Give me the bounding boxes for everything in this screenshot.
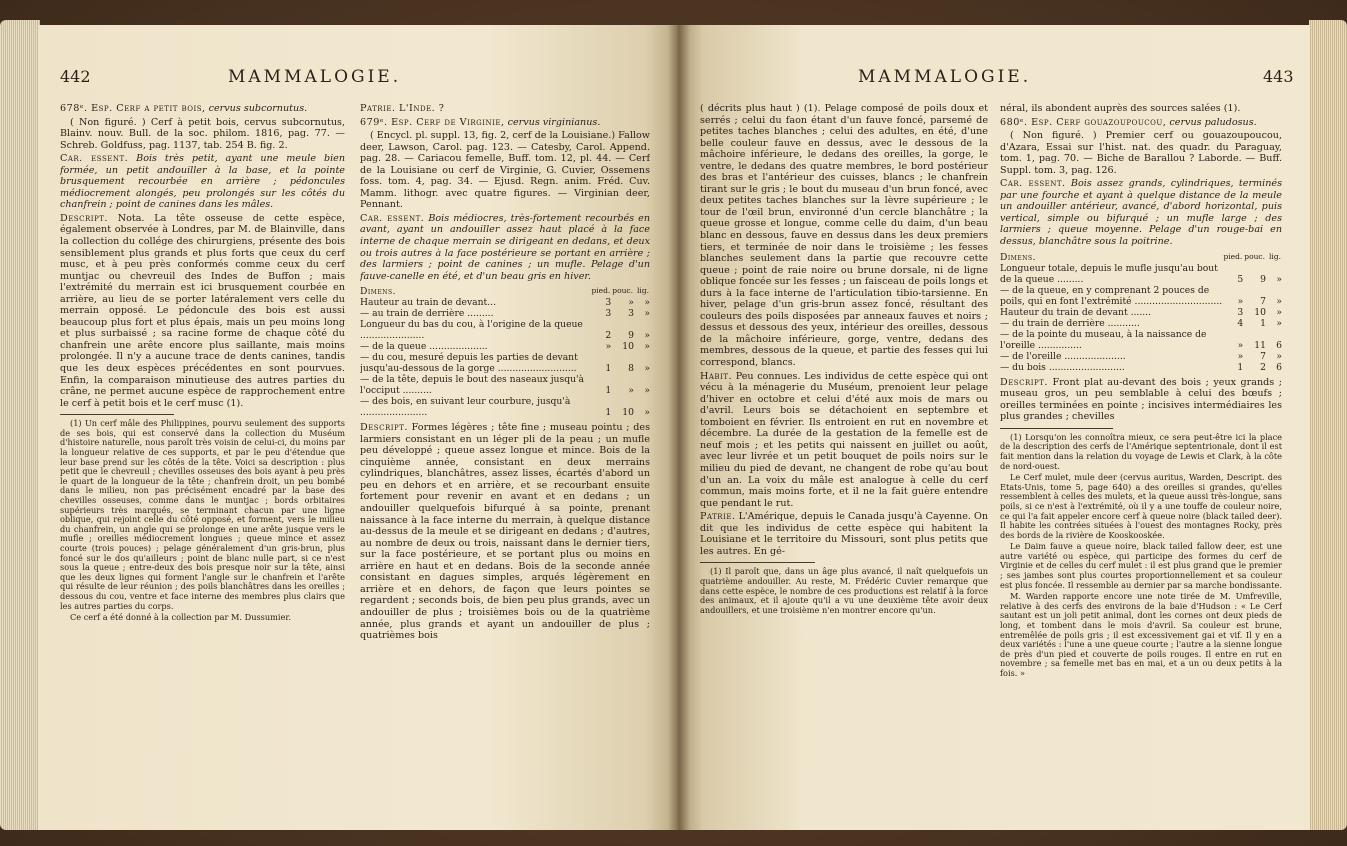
- left-page: [38, 25, 678, 830]
- species-680-synonymy: ( Non figuré. ) Premier cerf ou gouazoupoucou, d'Azara, Essai sur l'hist. nat. des quadr. du Paraguay, tom. 1, pag. 70. — Biche de Barallou ? Laborde. — Buff. Suppl. tom. 3, pag. 126.: [1000, 130, 1282, 176]
- footnote-1-jumping-deer: M. Warden rapporte encore une note tirée de M. Umfreville, relative à des cerfs des environs de la baie d'Hudson : « Le Cerf sautant est un joli petit animal, dont les cornes ont deux pieds de long, et tombent dans le mois d'avril. Sa couleur est brune, entremêlée de poils gris ; il est excessivement gai et vif. Il y en a deux variétés : l'une a une queue courte ; l'autre a la sienne longue de près d'un pied et couverte de poils rouges. Il entre en rut en novembre ; sa femelle met bas en mai, et a un ou deux petits à la fois. »: [1000, 591, 1282, 678]
- book-gutter: [668, 25, 690, 830]
- species-679-heading: 679ᵉ. Esp. Cerf de Virginie, cervus virginianus.: [360, 116, 601, 128]
- dims-row: — du train de derrière ........... 4 1 »: [1000, 317, 1282, 329]
- dims-row: — au train de derrière ......... 3 3 »: [360, 308, 650, 320]
- footnote-1-black-tailed: Le Daim fauve a queue noire, black tailed fallow deer, est une autre variété ou espèce, qui participe des formes du cerf de Virginie et de celles du cerf mulet : il est plus grand que le premier ; ses jambes sont plus courtes proportionnellement et sa couleur est plus foncée. Il ressemble au dernier par sa marche bondissante.: [1000, 541, 1282, 590]
- dims-title: Dimens.: [1000, 251, 1037, 263]
- species-679-description: Descript. Formes légères ; tête fine ; museau pointu ; des larmiers consistant en un léger pli de la peau ; un mufle peu développé ; queue assez longue et mince. Bois de la cinquième année, consistant en deux merrains cylindriques, blanchâtres, assez lisses, écartés d'abord un peu en dehors et en arrière, et se recourbant ensuite fortement pour revenir en avant et en dedans ; un andouiller quelquefois bifurqué à sa pointe, prenant naissance à la face interne du merrain, à quelque distance au-dessus de la meule et se dirigeant en dedans ; d'autres, au nombre de deux ou trois, naissant dans le dernier tiers, sur la face postérieure, et se portant plus ou moins en arrière en haut et en dedans. Bois de la seconde année consistant en dagues simples, arqués légèrement en arrière et en dehors, de façon que leurs pointes se regardent ; seconds bois, de bien peu plus grands, avec un andouiller de plus ; troisièmes bois ou de la quatrième année, plus grands et ayant un andouiller de plus ; quatrièmes bois: [360, 422, 650, 642]
- dims-row: Longueur totale, depuis le mufle jusqu'au bout de la queue ......... 5 9 »: [1000, 262, 1282, 285]
- right-page: [678, 25, 1310, 830]
- dims-row: — du bois .......................... 1 2 6: [1000, 361, 1282, 373]
- right-page-number: 443: [1263, 67, 1294, 86]
- species-679-characters: Car. essent. Bois médiocres, très-fortement recourbés en avant, ayant un andouiller assez haut placé à la face interne de chaque merrain se dirigeant en dedans, et deux ou trois autres à la face postérieure se portant en arrière ; des larmiers ; point de canines ; un mufle. Pelage d'un fauve-canelle en été, et d'un beau gris en hiver.: [360, 212, 650, 282]
- dims-row: Hauteur du train de devant ....... 3 10 »: [1000, 306, 1282, 318]
- footnote-rule: [700, 562, 815, 563]
- species-679-patrie: Patrie. L'Amérique, depuis le Canada jusqu'à Cayenne. On dit que les individus de cette espèce qui habitent la Louisiane et le territoire du Missouri, sont plus petits que les autres. En gé-: [700, 511, 988, 557]
- species-680-heading: 680ᵉ. Esp. Cerf gouazoupoucou, cervus paludosus.: [1000, 116, 1257, 128]
- species-680-characters: Car. essent. Bois assez grands, cylindriques, terminés par une fourche et ayant à quelque distance de la meule un andouiller antérieur, avancé, d'abord horizontal, puis vertical, simple ou bifurqué ; un mufle large ; des larmiers ; queue moyenne. Pelage d'un rouge-bai en dessus, blanchâtre sous la poitrine.: [1000, 178, 1282, 248]
- species-678-patrie: Patrie. L'Inde. ?: [360, 103, 445, 114]
- left-running-head: MAMMALOGIE.: [228, 67, 402, 87]
- dims-row: — de la queue, en y comprenant 2 pouces de poils, qui en font l'extrémité .............................. » 7 »: [1000, 284, 1282, 307]
- dims-row: — de la pointe du museau, à la naissance de l'oreille ............... » 11 6: [1000, 328, 1282, 351]
- species-679-synonymy: ( Encycl. pl. suppl. 13, fig. 2, cerf de la Louisiane.) Fallow deer, Lawson, Carol. pag. 123. — Catesby, Carol. Append. pag. 28. — Cariacou femelle, Buff. tom. 12, pl. 44. — Cerf de la Louisiane ou cerf de Virginie, G. Cuvier, Ossemens foss. tom. 4, pag. 34. — Ejusd. Regn. anim. Fréd. Cuv. Mamm. lithogr. avec quatre figures. — Virginian deer, Pennant.: [360, 130, 650, 211]
- species-680-dimensions-table: Dimens. pied. pouc. lig. Longueur totale, depuis le mufle jusqu'au bout de la queue ......... 5 9 » — de la queue, en y comprenant 2 pouces de poils, qui en font l'extrémité .............................. » 7 » Hauteur du train de devant ....... 3 10 » — du train de derrière ........... 4 1 » — de la pointe du museau, à la naissance de l'oreille ............... » 11 6 — de l'oreille ..................... » 7 » — du bois .......................... 1 2 6: [1000, 251, 1282, 373]
- dims-row: — de la queue .................... » 10 »: [360, 341, 650, 353]
- footnote-1-mule-deer: Le Cerf mulet, mule deer (cervus auritus, Warden, Descript. des Etats-Unis, tome 5, page 640) a des oreilles si grandes, qu'elles ressemblent à celles des mulets, et la queue aussi très-longue, sans poils, si ce n'est à l'extrémité, où il y a une touffe de couleur noire, ce qui l'a fait appeler encore cerf à queue noire (black tailed deer). Il habite les contrées situées à l'ouest des montagnes Rocky, près des bords de la rivière de Kooskooskée.: [1000, 472, 1282, 540]
- species-679-patrie-cont: néral, ils abondent auprès des sources salées (1).: [1000, 103, 1241, 114]
- right-column-2: [1000, 103, 1282, 823]
- footnote-1: (1) Il paroît que, dans un âge plus avancé, il naît quelquefois un quatrième andouiller. Au reste, M. Frédéric Cuvier remarque que dans cette espèce, le nombre de ces productions est relatif à la force des animaux, et il ajoute qu'il a vu une deuxième tête avoir deux andouillers, et une troisième n'en montrer encore qu'un.: [700, 566, 988, 615]
- dims-row: — de l'oreille ..................... » 7 »: [1000, 350, 1282, 362]
- species-679-dimensions-table: Dimens. pied. pouc. lig. Hauteur au train de devant... 3 » » — au train de derrière ......... 3 3 » Longueur du bas du cou, à l'origine de la queue ...................... 2 9 » — de la queue .................... » 10 » — du cou, mesuré depuis les parties de devant jusqu'au-dessous de la gorge ........................... 1 8 » — de la tête, depuis le bout des naseaux jusqu'à l'occiput .......... 1 » » — des bois, en suivant leur courbure, jusqu'à ....................... 1 10 »: [360, 286, 650, 419]
- footnote-1: (1) Un cerf mâle des Philippines, pourvu seulement des supports de ses bois, qui est conservé dans la collection du Muséum d'histoire naturelle, nous paroît très voisin de celui-ci, du moins par la longueur relative de ces supports, et par le peu d'étendue que leur base prend sur les côtés de la tête. Voici sa description : plus petit que le chevreuil ; chevilles osseuses des bois ayant à peu près le quart de la longueur de la tête ; chanfrein droit, un peu bombé dans le milieu, non pas précisément encadré par la base des chevilles osseuses, comme dans le muntjac ; bords orbitaires supérieurs très marqués, se terminant chacun par une ligne oblique, qui rejoint celle du côté opposé, et forment, vers le milieu du chanfrein, un angle qui se prolonge en une arête jusque vers le mufle ; oreilles médiocrement longues ; queue mince et assez courte (trois pouces) ; pelage généralement d'un gris-brun, plus foncé sur le dos qu'ailleurs ; point de blanc nulle part, si ce n'est sous la queue ; entre-deux des bois presque noir sur la tête, ainsi que les deux lignes qui forment l'angle sur le chanfrein et l'arête qui résulte de leur réunion ; des poils blanchâtres dans les oreilles ; dessous du cou, ventre et face interne des membres plus clairs que les autres parties du corps.: [60, 418, 345, 611]
- species-678-synonymy: ( Non figuré. ) Cerf à petit bois, cervus subcornutus, Blainv. nouv. Bull. de la soc. philom. 1816, pag. 77. — Schreb. Goldfuss, pag. 1137, tab. 254 B. fig. 2.: [60, 116, 345, 151]
- page-edges-right: [1309, 20, 1347, 830]
- species-679-description-cont: ( décrits plus haut ) (1). Pelage composé de poils doux et serrés ; celui du faon étant d'un fauve foncé, parsemé de petites taches blanches ; celui des adultes, en été, d'une belle couleur fauve en dessus, avec le dessous de la mâchoire inférieure, le dedans des oreilles, la gorge, le ventre, le dedans des quatre membres, le bord postérieur des bras et l'antérieur des cuisses, blancs ; le chanfrein tirant sur le gris ; le bout du museau d'un brun foncé, avec deux petites taches blanches sur la lèvre supérieure ; le tour de l'œil brun, environné d'un cercle blanchâtre ; la queue grosse et longue, comme celle du daim, d'un beau blanc en dessous, fauve en dessus dans les deux premiers tiers, et terminée de noir dans le troisième ; les fesses blanches seulement dans la partie que recouvre cette queue ; point de raie noire ou brune dorsale, ni de ligne oblique foncée sur les fesses ; un faisceau de poils longs et durs à la face interne de l'articulation tibio-tarsienne. En hiver, pelage d'un gris-brun assez foncé, résultant des couleurs des poils disposées par anneaux fauves et noirs ; dessus et dessous des yeux, intérieur des oreilles, dessous de la mâchoire inférieure, gorge, ventre, dedans des membres, dessous de la queue, et partie des fesses qui lui correspond, blancs.: [700, 103, 988, 369]
- left-page-number: 442: [60, 67, 91, 86]
- species-678-characters: Car. essent. Bois très petit, ayant une meule bien formée, un petit andouiller à la base, et la pointe brusquement recourbée en arrière ; pédoncules médiocrement alongés, peu prolongés sur les côtés du chanfrein ; point de canines dans les mâles.: [60, 153, 345, 211]
- species-678-description: Descript. Nota. La tête osseuse de cette espèce, également observée à Londres, par M. de Blainville, dans la collection du collége des chirurgiens, présente des bois sensiblement plus grands et plus forts que ceux du cerf musc, et à peu près conformés comme ceux du cerf muntjac ou chevreuil des Indes de Buffon ; mais l'extrémité du merrain est ici brusquement courbée en arrière, au lieu de se porter latéralement vers celle du merrain opposé. Le pédoncule des bois est aussi beaucoup plus fort et plus épais, mais un peu moins long et plus surbaissé ; sa racine forme de chaque côté du chanfrein une arête encore plus saillante, mais moins prolongée. Il n'y a aucune trace de dents canines, tandis que les deux espèces précédentes en sont pourvues. Enfin, la comparaison minutieuse des autres parties du crâne, ne permet aucune espèce de rapprochement entre le cerf à petit bois et le cerf musc (1).: [60, 212, 345, 409]
- footnote-rule: [60, 414, 174, 415]
- page-edges-left: [0, 20, 40, 830]
- dims-row: Hauteur au train de devant... 3 » »: [360, 297, 650, 309]
- species-680-description: Descript. Front plat au-devant des bois ; yeux grands ; museau gros, un peu semblable à celui des bœufs ; oreilles terminées en pointe ; incisives intermédiaires les plus grandes ; chevilles: [1000, 376, 1282, 423]
- species-679-habitat: Habit. Peu connues. Les individus de cette espèce qui ont vécu à la ménagerie du Muséum, prenoient leur pelage d'hiver en octobre et celui d'été aux mois de mars ou d'avril. Leurs bois se détachoient en septembre et tomboient en février. Ils entroient en rut en novembre et décembre. La durée de la gestation de la femelle est de neuf mois ; et les petits qui naissent en juillet ou août, avec leur livrée et un petit bouquet de poils noirs sur le milieu du pied de devant, ne changent de robe qu'au bout d'un an. La voix du mâle est analogue à celle du cerf commun, mais moins forte, et il ne la fait guère entendre que pendant le rut.: [700, 370, 988, 509]
- right-running-head: MAMMALOGIE.: [858, 67, 1032, 87]
- dims-row: Longueur du bas du cou, à l'origine de la queue ...................... 2 9 »: [360, 319, 650, 342]
- left-column-1: [60, 103, 345, 823]
- dims-row: — du cou, mesuré depuis les parties de devant jusqu'au-dessous de la gorge ........................... 1 8 »: [360, 352, 650, 375]
- dims-row: — de la tête, depuis le bout des naseaux jusqu'à l'occiput .......... 1 » »: [360, 374, 650, 397]
- footnote-1: (1) Lorsqu'on les connoîtra mieux, ce sera peut-être ici la place de la description des cerfs de l'Amérique septentrionale, dont il est fait mention dans la relation du voyage de Lewis et Clark, à la côte de nord-ouest.: [1000, 431, 1282, 471]
- dims-title: Dimens.: [360, 286, 397, 298]
- left-column-2: [360, 103, 650, 823]
- species-678-heading: 678ᵉ. Esp. Cerf a petit bois, cervus subcornutus.: [60, 103, 308, 114]
- footnote-rule: [1000, 428, 1113, 429]
- right-column-1: [700, 103, 988, 823]
- dims-row: — des bois, en suivant leur courbure, jusqu'à ....................... 1 10 »: [360, 396, 650, 419]
- footnote-1-cont: Ce cerf a été donné à la collection par M. Dussumier.: [70, 612, 291, 623]
